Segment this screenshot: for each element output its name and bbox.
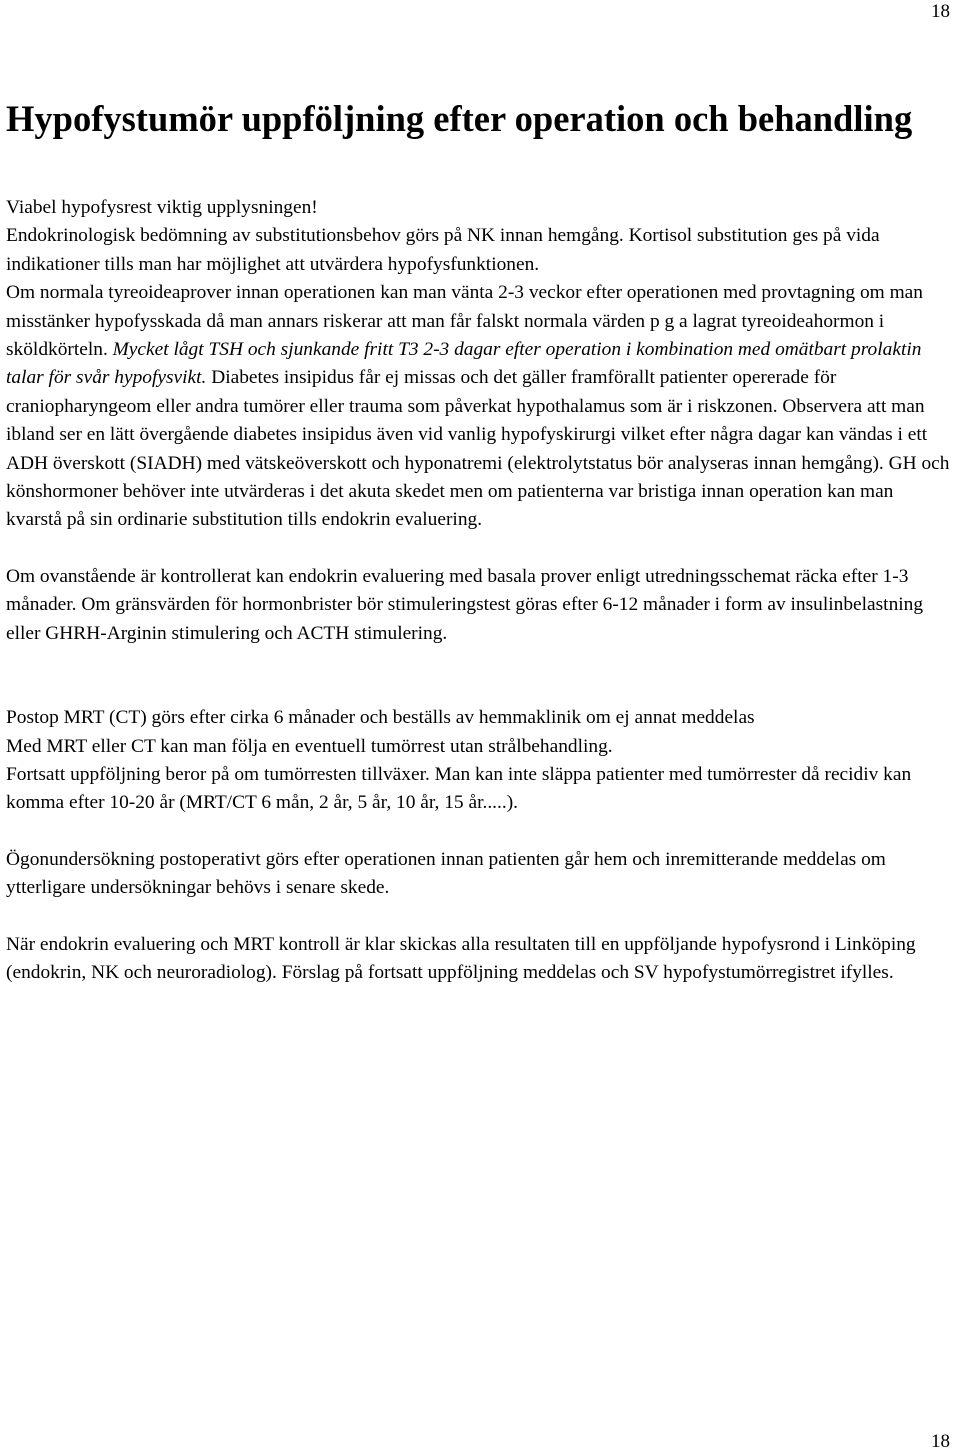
- thyroid-text: Om normala tyreoideaprover innan operationen kan man vänta 2-3 veckor efter operationen med provtagning om man misstänker hypofysskada då man annars riskerar att man får falskt normala värden p g a lagrat tyreoideahormon i sköldkörteln.: [6, 282, 923, 361]
- paragraph-endocrine-evaluation: Om ovanstående är kontrollerat kan endokrin evaluering med basala prover enligt utredningsschemat räcka efter 1-3 månader. Om gränsvärden för hormonbrister bör stimuleringstest göras efter 6-12 månader i form av insulinbelastning eller GHRH-Arginin stimulering och ACTH stimulering.: [6, 565, 924, 644]
- mri-order-line: Postop MRT (CT) görs efter cirka 6 månader och beställs av hemmaklinik om ej annat meddelas: [6, 707, 755, 729]
- page-number-top: 18: [931, 1, 950, 22]
- viable-remnant-line: Viabel hypofysrest viktig upplysningen!: [6, 197, 318, 218]
- paragraph-postoperative-endocrine: [6, 194, 952, 535]
- document-body: [6, 96, 952, 987]
- paragraph-eye-exam: Ögonundersökning postoperativt görs efter operationen innan patienten går hem och inremitterande meddelas om ytterligare undersökningar behövs i senare skede.: [6, 848, 886, 899]
- mri-tumor-rest-line: Med MRT eller CT kan man följa en eventuell tumörrest utan strålbehandling.: [6, 735, 613, 757]
- endocrine-assessment-line: Endokrinologisk bedömning av substitutionsbehov görs på NK innan hemgång. Kortisol substitution ges på vida indikationer tills man har möjlighet att utvärdera hypofysfunktionen.: [6, 225, 880, 275]
- paragraph-mri-followup: [6, 704, 952, 818]
- tsh-warning-text: Mycket lågt TSH och sjunkande fritt T3 2-3 dagar efter operation i kombination med omätbart prolaktin talar för svår hypofysvikt.: [6, 339, 922, 389]
- page-number-bottom: 18: [931, 1431, 950, 1452]
- paragraph-hypophysis-round: När endokrin evaluering och MRT kontroll är klar skickas alla resultaten till en uppföljande hypofysrond i Linköping (endokrin, NK och neuroradiolog). Förslag på fortsatt uppföljning meddelas och SV hypofystumörregistret ifylles.: [6, 933, 916, 983]
- diabetes-insipidus-text: Diabetes insipidus får ej missas och det gäller framförallt patienter opererade för craniopharyngeom eller andra tumörer eller trauma som påverkat hypothalamus som är i riskzonen. Observera att man ibland ser en lätt övergående diabetes insipidus även vid vanlig hypofyskirurgi vilket efter några dagar kan vändas i ett ADH överskott (SIADH) med vätskeöverskott och hyponatremi (elektrolytstatus bör analyseras innan hemgång). GH och könshormoner behöver inte utvärderas i det akuta skedet men om patienterna var bristiga innan operation kan man kvarstå på sin ordinarie substitution tills endokrin evaluering.: [6, 367, 950, 531]
- page-title: Hypofystumör uppföljning efter operation och behandling: [6, 98, 913, 139]
- followup-schedule-line: Fortsatt uppföljning beror på om tumörresten tillväxer. Man kan inte släppa patienter med tumörrester då recidiv kan komma efter 10-20 år (MRT/CT 6 mån, 2 år, 5 år, 10 år, 15 år.....).: [6, 763, 912, 814]
